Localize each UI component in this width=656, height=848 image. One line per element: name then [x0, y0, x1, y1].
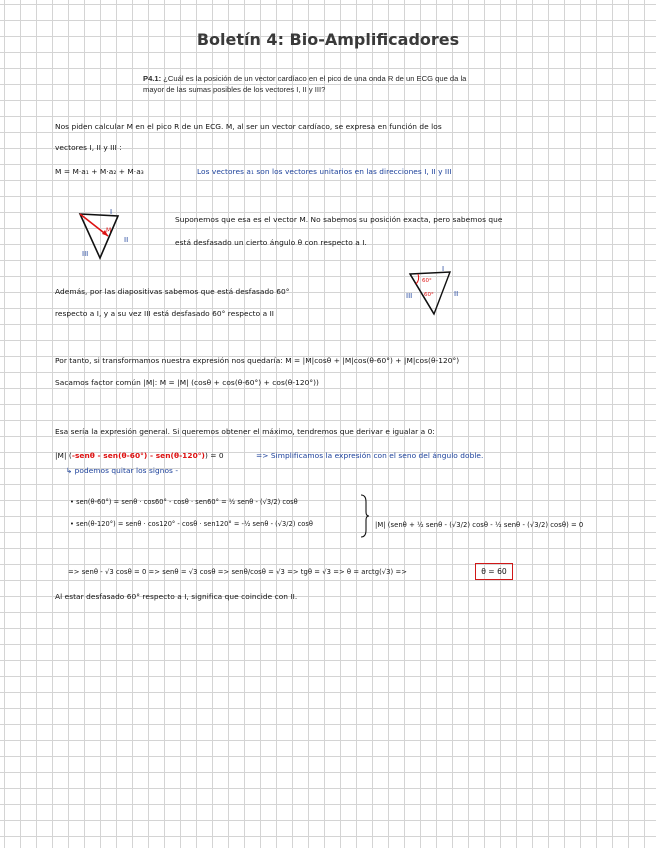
fig1-label-i: I: [110, 208, 113, 216]
note-line-6: Además, por las diapositivas sabemos que está desfasado 60°: [55, 287, 290, 296]
note-line-7: respecto a I, y a su vez III está desfasado 60° respecto a II: [55, 309, 275, 318]
note-line-12-blue: ↳ podemos quitar los signos -: [66, 466, 179, 475]
fig1-label-iii: III: [82, 250, 89, 258]
triangle-diagram-1: [70, 206, 150, 268]
note-line-11-suffix: ) = 0: [204, 451, 224, 460]
note-line-15: |M| (senθ + ½ senθ - (√3/2) cosθ - ½ senθ - (√3/2) cosθ) = 0: [375, 521, 584, 529]
fig2-label-ii: II: [454, 290, 459, 298]
angle-arc-1: [416, 274, 419, 284]
note-line-3: M = M·a₁ + M·a₂ + M·a₃: [55, 167, 144, 176]
note-line-17: Al estar desfasado 60° respecto a I, significa que coincide con II.: [55, 592, 298, 601]
note-line-10: Esa sería la expresión general. Si queremos obtener el máximo, tendremos que derivar e igualar a 0:: [55, 427, 435, 436]
question-label: P4.1:: [143, 74, 162, 83]
note-line-11: [55, 451, 224, 460]
fig2-label-iii: III: [406, 292, 413, 300]
note-line-3-blue: Los vectores a₁ son los vectores unitarios en las direcciones I, II y III: [197, 167, 452, 176]
curly-brace: [359, 494, 369, 538]
note-line-16: => senθ - √3 cosθ = 0 => senθ = √3 cosθ => senθ/cosθ = √3 => tgθ = √3 => θ = arctg(√3) =>: [68, 568, 407, 576]
question-text-line1: ¿Cuál es la posición de un vector cardíaco en el pico de una onda R de un ECG que da la: [161, 74, 467, 83]
note-line-1: Nos piden calcular M en el pico R de un ECG. M, al ser un vector cardíaco, se expresa en función de los: [55, 122, 442, 131]
note-line-14: • sen(θ-120°) = senθ · cos120° - cosθ · sen120° = -½ senθ - (√3/2) cosθ: [70, 520, 313, 528]
fig2-angle-2: 60°: [424, 292, 434, 298]
derivative-expression: -senθ - sen(θ-60°) - sen(θ-120°): [71, 451, 205, 460]
question-block: [143, 73, 523, 95]
question-text-line2: mayor de las sumas posibles de los vectores I, II y III?: [143, 85, 326, 94]
answer-box: θ = 60: [475, 563, 513, 580]
note-line-5: está desfasado un cierto ángulo θ con respecto a I.: [175, 238, 367, 247]
note-line-11-blue: => Simplificamos la expresión con el seno del ángulo doble.: [256, 451, 484, 460]
triangle-diagram-2: [404, 264, 470, 320]
fig2-angle-1: 60°: [422, 278, 432, 284]
note-line-4: Suponemos que esa es el vector M. No sabemos su posición exacta, pero sabemos que: [175, 215, 503, 224]
fig2-label-i: I: [442, 265, 445, 273]
page-title: Boletín 4: Bio-Amplificadores: [196, 30, 460, 49]
fig1-label-m: M: [106, 227, 112, 234]
note-line-11-prefix: |M| (: [55, 451, 72, 460]
note-line-9: Sacamos factor común |M|: M = |M| (cosθ + cos(θ-60°) + cos(θ-120°)): [55, 378, 319, 387]
note-line-13: • sen(θ-60°) = senθ · cos60° - cosθ · sen60° = ½ senθ - (√3/2) cosθ: [70, 498, 298, 506]
note-line-2: vectores I, II y III :: [55, 143, 122, 152]
fig1-label-ii: II: [124, 236, 129, 244]
note-line-8: Por tanto, si transformamos nuestra expresión nos quedaría: M = |M|cosθ + |M|cos(θ-60°) + |M|cos(θ-120°): [55, 356, 460, 365]
